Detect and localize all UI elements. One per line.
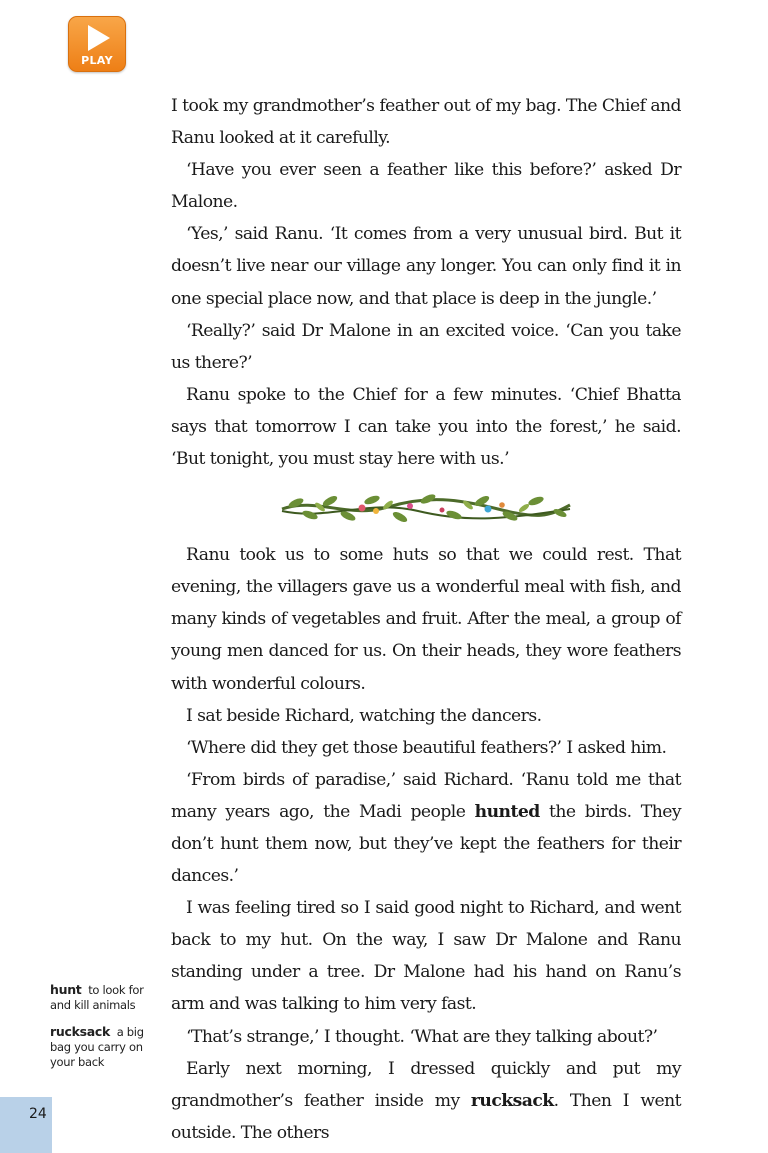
glossary-term-hunted: hunted xyxy=(474,801,540,822)
glossary-entry xyxy=(50,1024,160,1070)
text-run: Early next morning, I dressed quickly and put my grandmother’s feather inside my xyxy=(171,1058,681,1111)
text-run: . Then I went outside. The others xyxy=(171,1090,681,1143)
vine-ornament-icon xyxy=(278,491,574,523)
glossary-term-rucksack: rucksack xyxy=(470,1090,554,1111)
glossary-word: rucksack xyxy=(50,1024,110,1039)
paragraph: Ranu took us to some huts so that we could rest. That evening, the villagers gave us a wonderful meal with fish, and many kinds of vegetables and fruit. After the meal, a group of young men danced for us. On their heads, they wore feathers with wonderful colours. xyxy=(171,545,681,694)
paragraph xyxy=(171,1053,681,1149)
paragraph: ‘Have you ever seen a feather like this before?’ asked Dr Malone. xyxy=(171,160,681,213)
glossary-word: hunt xyxy=(50,982,82,997)
paragraph: ‘Yes,’ said Ranu. ‘It comes from a very unusual bird. But it doesn’t live near our village any longer. You can only find it in one special place now, and that place is deep in the jungle.’ xyxy=(171,224,681,309)
story-text xyxy=(171,90,681,1149)
text-run: ‘From birds of paradise,’ said Richard. ‘Ranu told me that many years ago, the Madi people xyxy=(171,769,681,822)
play-label: PLAY xyxy=(81,54,113,67)
paragraph: Ranu spoke to the Chief for a few minutes. ‘Chief Bhatta says that tomorrow I can take you into the forest,’ he said. ‘But tonight, you must stay here with us.’ xyxy=(171,384,681,470)
paragraph: ‘That’s strange,’ I thought. ‘What are they talking about?’ xyxy=(186,1026,658,1047)
paragraph: ‘Where did they get those beautiful feathers?’ I asked him. xyxy=(186,737,667,758)
page-number: 24 xyxy=(0,1097,52,1153)
paragraph xyxy=(171,764,681,892)
paragraph: I took my grandmother’s feather out of my bag. The Chief and Ranu looked at it carefully. xyxy=(171,96,681,149)
text-run: the birds. They don’t hunt them now, but they’ve kept the feathers for their dances.’ xyxy=(171,801,681,887)
paragraph: I sat beside Richard, watching the dancers. xyxy=(186,705,542,726)
paragraph: I was feeling tired so I said good night to Richard, and went back to my hut. On the way, I saw Dr Malone and Ranu standing under a tree. Dr Malone had his hand on Ranu’s arm and was talking to him very fast. xyxy=(171,898,681,1015)
vine-divider xyxy=(171,475,681,539)
glossary-entry xyxy=(50,982,160,1013)
play-icon xyxy=(86,23,112,53)
glossary xyxy=(50,982,160,1081)
glossary-definition: to look for and kill animals xyxy=(50,983,144,1012)
paragraph: ‘Really?’ said Dr Malone in an excited voice. ‘Can you take us there?’ xyxy=(171,320,681,373)
glossary-definition: a big bag you carry on your back xyxy=(50,1025,144,1069)
play-button[interactable] xyxy=(68,16,126,72)
